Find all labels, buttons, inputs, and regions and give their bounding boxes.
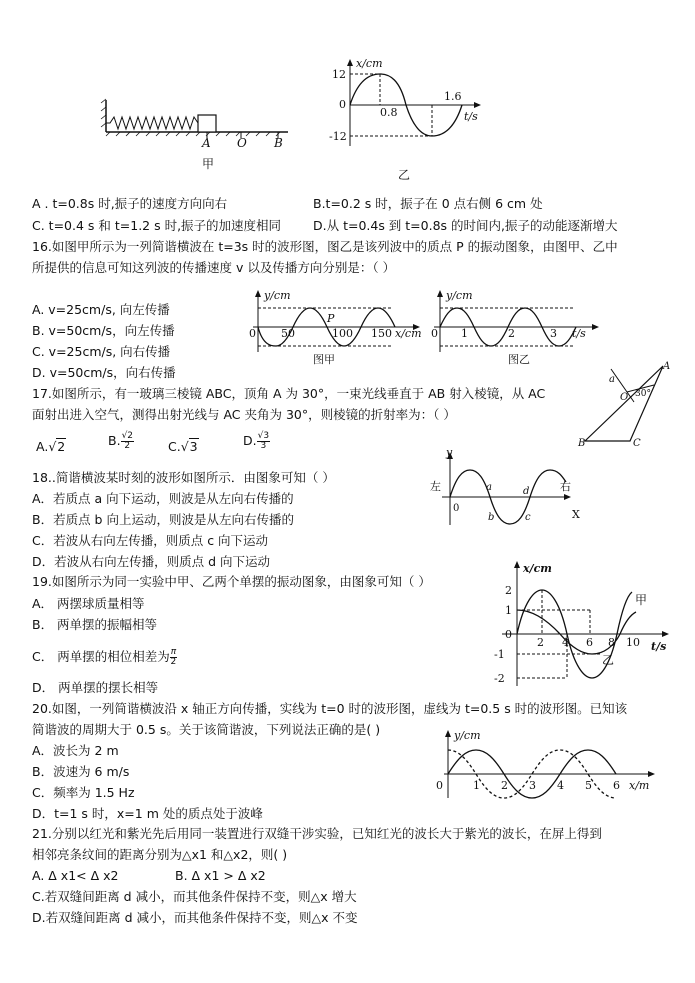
q18-option-d[interactable]: D．若波从右向左传播，则质点 d 向下运动 xyxy=(32,554,271,569)
q19-option-c[interactable]: C． 两单摆的相位相差为 $\frac{\pi}{2}$ xyxy=(32,647,177,667)
svg-text:3: 3 xyxy=(529,779,536,792)
svg-text:X: X xyxy=(572,508,580,521)
svg-text:右: 右 xyxy=(560,480,571,493)
svg-text:0: 0 xyxy=(339,98,346,111)
q15-option-a[interactable]: A . t=0.8s 时,振子的速度方向向右 xyxy=(32,196,228,211)
svg-text:乙: 乙 xyxy=(398,168,411,182)
q19-option-b[interactable]: B． 两单摆的振幅相等 xyxy=(32,617,158,632)
svg-text:-2: -2 xyxy=(494,672,505,685)
svg-text:0: 0 xyxy=(505,628,512,641)
q19-option-d[interactable]: D． 两单摆的摆长相等 xyxy=(32,680,159,695)
q18-fig-wave xyxy=(428,446,588,532)
svg-text:甲: 甲 xyxy=(635,593,648,607)
svg-text:C: C xyxy=(633,438,641,449)
q17-fig-prism xyxy=(575,358,680,448)
svg-text:4: 4 xyxy=(557,779,564,792)
svg-text:y/cm: y/cm xyxy=(264,289,291,302)
svg-text:左: 左 xyxy=(430,480,441,493)
svg-text:1: 1 xyxy=(505,604,512,617)
svg-text:a: a xyxy=(609,374,615,385)
svg-text:-12: -12 xyxy=(329,130,347,143)
q17-option-c[interactable]: C.√3 xyxy=(168,439,198,454)
q15-option-c[interactable]: C. t=0.4 s 和 t=1.2 s 时,振子的加速度相同 xyxy=(32,218,282,233)
svg-text:4: 4 xyxy=(562,636,569,649)
svg-text:30°: 30° xyxy=(635,389,651,399)
svg-text:A: A xyxy=(202,136,211,150)
q15-fig-spring xyxy=(100,95,290,175)
q16-fig-wave xyxy=(243,288,423,370)
q19-stem: 19.如图所示为同一实验中甲、乙两个单摆的振动图象，由图象可知（ ） xyxy=(32,574,431,589)
svg-text:t/s: t/s xyxy=(572,327,586,340)
q17-stem-line1: 17.如图所示，有一玻璃三棱镜 ABC，顶角 A 为 30°，一束光线垂直于 AB 射入棱镜，从 AC xyxy=(32,386,546,401)
svg-text:1.6: 1.6 xyxy=(444,90,462,103)
svg-text:2: 2 xyxy=(508,327,515,340)
svg-text:-1: -1 xyxy=(494,648,505,661)
q16-stem-line1: 16.如图甲所示为一列简谐横波在 t=3s 时的波形图，图乙是该列波中的质点 P 的振动图象，由图甲、乙中 xyxy=(32,239,618,254)
q19-option-a[interactable]: A． 两摆球质量相等 xyxy=(32,596,145,611)
svg-text:0: 0 xyxy=(249,327,256,340)
q18-option-b[interactable]: B．若质点 b 向上运动，则波是从左向右传播的 xyxy=(32,512,294,527)
svg-text:P: P xyxy=(327,312,335,325)
svg-text:图甲: 图甲 xyxy=(313,353,335,366)
svg-text:O: O xyxy=(237,136,247,150)
svg-text:B: B xyxy=(274,136,283,150)
svg-text:6: 6 xyxy=(613,779,620,792)
svg-text:2: 2 xyxy=(505,584,512,597)
svg-text:A: A xyxy=(663,361,671,372)
svg-text:x/cm: x/cm xyxy=(356,57,383,70)
q15-option-b[interactable]: B.t=0.2 s 时，振子在 0 点右侧 6 cm 处 xyxy=(313,196,543,211)
q16-option-c[interactable]: C. v=25cm/s, 向右传播 xyxy=(32,344,171,359)
svg-text:150: 150 xyxy=(371,327,392,340)
q18-stem: 18..简谐横波某时刻的波形如图所示．由图象可知（ ） xyxy=(32,470,335,485)
svg-text:6: 6 xyxy=(586,636,593,649)
svg-text:B: B xyxy=(578,438,586,449)
svg-text:0: 0 xyxy=(436,779,443,792)
q21-option-d[interactable]: D.若双缝间距离 d 减小，而其他条件保持不变，则△x 不变 xyxy=(32,910,358,925)
q20-option-c[interactable]: C．频率为 1.5 Hz xyxy=(32,785,135,800)
q21-stem-line1: 21.分别以红光和紫光先后用同一装置进行双缝干涉实验，已知红光的波长大于紫光的波长，在屏上得到 xyxy=(32,826,602,841)
svg-text:0: 0 xyxy=(431,327,438,340)
q21-stem-line2: 相邻亮条纹间的距离分别为△x1 和△x2，则( ) xyxy=(32,847,288,862)
q17-option-b[interactable]: B. $\frac{√2}{2}$ xyxy=(108,431,134,451)
svg-text:3: 3 xyxy=(550,327,557,340)
svg-text:甲: 甲 xyxy=(202,157,215,171)
svg-text:t/s: t/s xyxy=(464,110,478,123)
svg-text:t/s: t/s xyxy=(651,640,667,653)
svg-text:1: 1 xyxy=(461,327,468,340)
svg-text:O: O xyxy=(620,392,629,403)
svg-text:10: 10 xyxy=(626,636,640,649)
q15-block xyxy=(198,115,216,132)
svg-text:2: 2 xyxy=(537,636,544,649)
q20-fig-wave xyxy=(430,728,670,810)
q18-option-a[interactable]: A．若质点 a 向下运动，则波是从左向右传播的 xyxy=(32,491,294,506)
svg-text:0: 0 xyxy=(453,503,460,514)
svg-text:2: 2 xyxy=(501,779,508,792)
q21-option-b[interactable]: B. Δ x1 > Δ x2 xyxy=(175,868,266,883)
svg-text:y/cm: y/cm xyxy=(446,289,473,302)
svg-text:y/cm: y/cm xyxy=(454,729,481,742)
q16-stem-line2: 所提供的信息可知这列波的传播速度 v 以及传播方向分别是：（ ） xyxy=(32,260,396,275)
svg-text:8: 8 xyxy=(608,636,615,649)
svg-text:x/cm: x/cm xyxy=(523,562,552,575)
q21-option-a[interactable]: A. Δ x1< Δ x2 xyxy=(32,868,119,883)
svg-text:5: 5 xyxy=(585,779,592,792)
q16-option-a[interactable]: A. v=25cm/s, 向左传播 xyxy=(32,302,170,317)
q21-option-c[interactable]: C.若双缝间距离 d 减小，而其他条件保持不变，则△x 增大 xyxy=(32,889,357,904)
q20-option-d[interactable]: D．t=1 s 时，x=1 m 处的质点处于波峰 xyxy=(32,806,263,821)
q20-stem-line1: 20.如图，一列简谐横波沿 x 轴正方向传播，实线为 t=0 时的波形图，虚线为 t=0.5 s 时的波形图。已知该 xyxy=(32,701,628,716)
q17-stem-line2: 面射出进入空气，测得出射光线与 AC 夹角为 30°，则棱镜的折射率为：（ ） xyxy=(32,407,456,422)
svg-text:1: 1 xyxy=(473,779,480,792)
q17-option-d[interactable]: D. $\frac{√3}{3}$ xyxy=(243,431,270,451)
q17-option-a[interactable]: A.√2 xyxy=(36,439,66,454)
svg-text:y: y xyxy=(446,446,453,459)
svg-text:12: 12 xyxy=(332,68,346,81)
q16-option-b[interactable]: B. v=50cm/s，向左传播 xyxy=(32,323,175,338)
q20-option-a[interactable]: A．波长为 2 m xyxy=(32,743,119,758)
svg-text:x/m: x/m xyxy=(629,779,650,792)
svg-text:a: a xyxy=(486,482,492,493)
svg-text:50: 50 xyxy=(281,327,295,340)
q15-fig-xt-graph xyxy=(328,58,488,186)
q20-option-b[interactable]: B．波速为 6 m/s xyxy=(32,764,130,779)
svg-text:d: d xyxy=(523,486,530,497)
q18-option-c[interactable]: C．若波从右向左传播，则质点 c 向下运动 xyxy=(32,533,269,548)
svg-text:100: 100 xyxy=(332,327,353,340)
svg-text:0.8: 0.8 xyxy=(380,106,398,119)
q19-curve-yi xyxy=(517,610,636,654)
svg-text:x/cm: x/cm xyxy=(395,327,422,340)
svg-text:c: c xyxy=(525,512,531,523)
q20-stem-line2: 简谐波的周期大于 0.5 s。关于该简谐波，下列说法正确的是( ) xyxy=(32,722,381,737)
svg-text:图乙: 图乙 xyxy=(508,353,530,366)
q16-option-d[interactable]: D. v=50cm/s，向右传播 xyxy=(32,365,176,380)
svg-text:b: b xyxy=(488,512,495,523)
svg-text:乙: 乙 xyxy=(602,653,615,667)
q19-fig-pendulums xyxy=(492,558,677,693)
q15-option-d[interactable]: D.从 t=0.4s 到 t=0.8s 的时间内,振子的动能逐渐增大 xyxy=(313,218,618,233)
